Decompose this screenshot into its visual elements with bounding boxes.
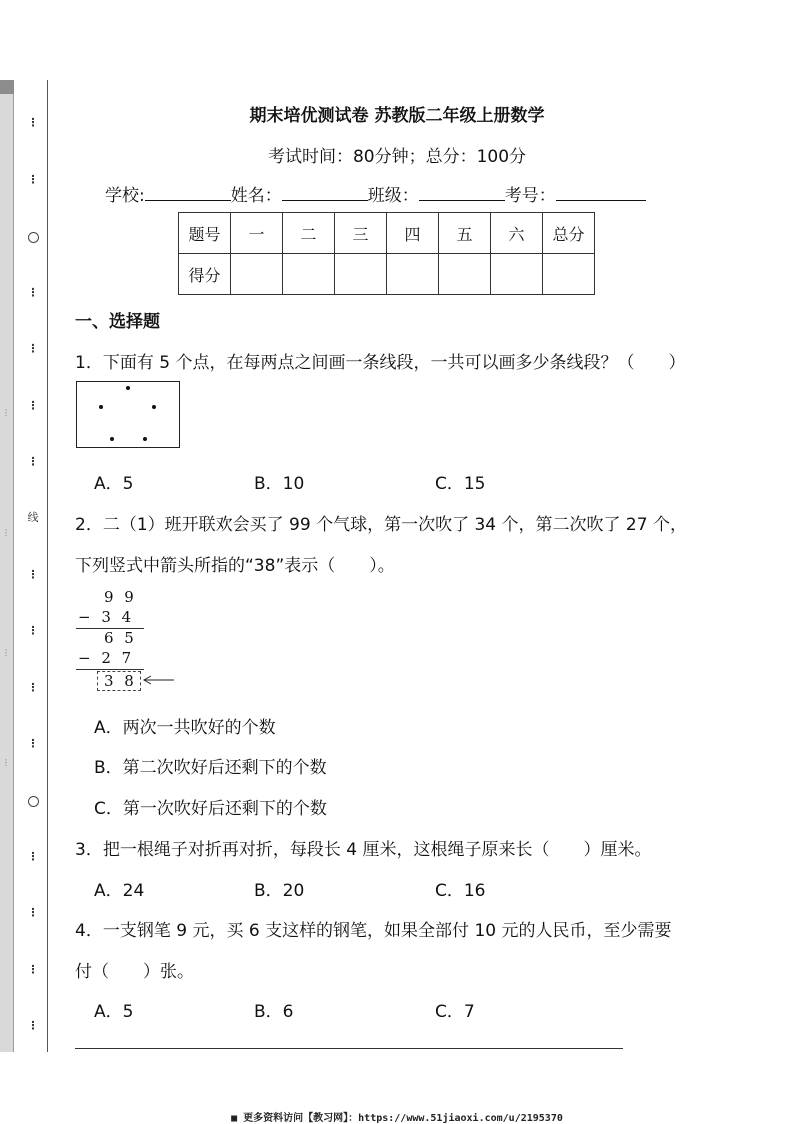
q3-option-b[interactable]: B．20 [254,881,305,901]
calc-divider [76,669,144,670]
calc-row-99: 9 9 [104,588,137,606]
class-blank[interactable] [419,183,505,201]
binding-dots: ⋮ [27,681,39,694]
score-header-cell: 三 [335,213,387,254]
student-info-line [105,181,646,206]
score-header-cell: 一 [231,213,283,254]
q4-option-a[interactable]: A．5 [94,1002,134,1022]
school-label: 学校: [105,186,145,206]
binding-dots: ⋮ [27,1019,39,1032]
figure-dot [152,405,156,409]
binding-dots: ⋮ [27,116,39,129]
score-cell[interactable] [387,254,439,295]
score-cell[interactable] [439,254,491,295]
exam-no-blank[interactable] [556,183,646,201]
score-header-cell: 二 [283,213,335,254]
score-cell[interactable] [491,254,543,295]
score-table-score-row [179,254,595,295]
exam-info: 考试时间：80分钟；总分：100分 [267,147,527,167]
question-1-text: 1．下面有 5 个点，在每两点之间画一条线段，一共可以画多少条线段？（ ） [75,353,686,373]
binding-dots: ⋮ [27,624,39,637]
binding-circle [28,796,39,807]
score-cell[interactable] [231,254,283,295]
question-2-text-line2: 下列竖式中箭头所指的“38”表示（ ）。 [75,556,395,576]
binding-dots: ⋮ [27,399,39,412]
q4-option-b[interactable]: B．6 [254,1002,294,1022]
question-2-text-line1: 2．二（1）班开联欢会买了 99 个气球，第一次吹了 34 个，第二次吹了 27 个， [75,515,687,535]
binding-strip-dots: ⋮ [2,528,10,537]
binding-dots: ⋮ [27,173,39,186]
binding-dots: ⋮ [27,286,39,299]
q1-option-c[interactable]: C．15 [435,474,486,494]
q2-option-b[interactable]: B．第二次吹好后还剩下的个数 [94,758,327,778]
score-header-cell: 题号 [179,213,231,254]
figure-dot [110,437,114,441]
score-header-cell: 六 [491,213,543,254]
binding-dots: ⋮ [27,568,39,581]
figure-dot [143,437,147,441]
binding-circle [28,232,39,243]
binding-strip-dots: ⋮ [2,758,10,767]
q1-option-a[interactable]: A．5 [94,474,134,494]
score-header-cell: 总分 [543,213,595,254]
page-title: 期末培优测试卷 苏教版二年级上册数学 [249,106,545,126]
score-cell[interactable] [335,254,387,295]
bottom-rule [75,1048,623,1049]
binding-strip [0,80,14,1052]
school-blank[interactable] [145,183,231,201]
q1-option-b[interactable]: B．10 [254,474,305,494]
binding-dots: ⋮ [27,455,39,468]
q3-option-c[interactable]: C．16 [435,881,486,901]
q2-option-c[interactable]: C．第一次吹好后还剩下的个数 [94,799,327,819]
score-cell[interactable] [543,254,595,295]
class-label: 班级： [367,186,419,206]
calc-row-minus-34: − 3 4 [78,608,135,626]
exam-no-label: 考号： [504,186,556,206]
question-3-text: 3．把一根绳子对折再对折，每段长 4 厘米，这根绳子原来长（ ）厘米。 [75,840,652,860]
binding-strip-dots: ⋮ [2,648,10,657]
five-dots-figure [76,381,180,448]
question-4-text-line2: 付（ ）张。 [75,962,194,982]
name-label: 姓名： [230,186,282,206]
score-table-header-row [179,213,595,254]
binding-dots: ⋮ [27,906,39,919]
binding-dots: ⋮ [27,963,39,976]
q4-option-c[interactable]: C．7 [435,1002,475,1022]
pointer-arrow-icon [141,674,175,686]
footer-link[interactable]: ■ 更多资料访问【教习网】：https://www.51jiaoxi.com/u/2195370 [231,1113,563,1124]
binding-strip-dots: ⋮ [2,408,10,417]
calc-result-38: 3 8 [97,671,141,691]
calc-row-65: 6 5 [104,629,137,647]
question-4-text-line1: 4．一支钢笔 9 元，买 6 支这样的钢笔，如果全部付 10 元的人民币，至少需要 [75,921,672,941]
binding-dots: ⋮ [27,737,39,750]
binding-dots: ⋮ [27,342,39,355]
binding-dots: ⋮ [27,850,39,863]
score-table [178,212,595,295]
binding-line [47,80,48,1052]
score-cell[interactable] [283,254,335,295]
q3-option-a[interactable]: A．24 [94,881,145,901]
figure-dot [126,386,130,390]
figure-dot [99,405,103,409]
score-header-cell: 五 [439,213,491,254]
binding-strip-cap [0,80,14,94]
name-blank[interactable] [282,183,368,201]
binding-line-char: 线 [27,511,39,524]
calc-row-minus-27: − 2 7 [78,649,135,667]
q2-option-a[interactable]: A．两次一共吹好的个数 [94,718,276,738]
section-heading: 一、选择题 [75,312,160,332]
score-header-cell: 四 [387,213,439,254]
score-row-label: 得分 [179,254,231,295]
